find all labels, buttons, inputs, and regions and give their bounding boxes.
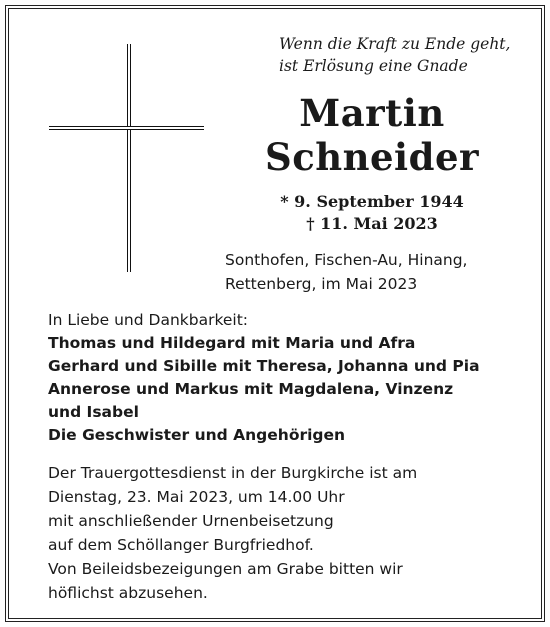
first-name: Martin <box>299 91 445 135</box>
mourner-line: Annerose und Markus mit Magdalena, Vinzenz <box>48 380 454 398</box>
mourner-line: Gerhard und Sibille mit Theresa, Johanna und Pia <box>48 357 480 375</box>
death-date: † 11. Mai 2023 <box>306 214 438 233</box>
last-name: Schneider <box>264 135 480 179</box>
service-line: Dienstag, 23. Mai 2023, um 14.00 Uhr <box>48 488 345 506</box>
mourners-section <box>48 309 528 447</box>
place-and-date <box>225 248 535 296</box>
place-line: Rettenberg, im Mai 2023 <box>225 275 418 293</box>
service-info <box>48 461 528 605</box>
motto-line: ist Erlösung eine Gnade <box>279 57 468 75</box>
service-line: höflichst abzusehen. <box>48 584 208 602</box>
mourner-line: und Isabel <box>48 403 139 421</box>
cross-horizontal-bar <box>49 126 204 130</box>
motto <box>279 33 529 77</box>
place-line: Sonthofen, Fischen-Au, Hinang, <box>225 251 468 269</box>
service-line: mit anschließender Urnenbeisetzung <box>48 512 334 530</box>
motto-line: Wenn die Kraft zu Ende geht, <box>279 35 511 53</box>
birth-date: * 9. September 1944 <box>280 192 464 211</box>
deceased-name <box>257 91 487 179</box>
mourner-line: Die Geschwister und Angehörigen <box>48 426 346 444</box>
mourner-line: Thomas und Hildegard mit Maria und Afra <box>48 334 416 352</box>
service-line: Von Beileidsbezeigungen am Grabe bitten wir <box>48 560 403 578</box>
obituary-notice <box>8 8 542 619</box>
service-line: auf dem Schöllanger Burgfriedhof. <box>48 536 314 554</box>
mourners-intro: In Liebe und Dankbarkeit: <box>48 311 249 329</box>
life-dates <box>257 191 487 235</box>
cross-vertical-bar <box>127 44 131 272</box>
service-line: Der Trauergottesdienst in der Burgkirche ist am <box>48 464 418 482</box>
